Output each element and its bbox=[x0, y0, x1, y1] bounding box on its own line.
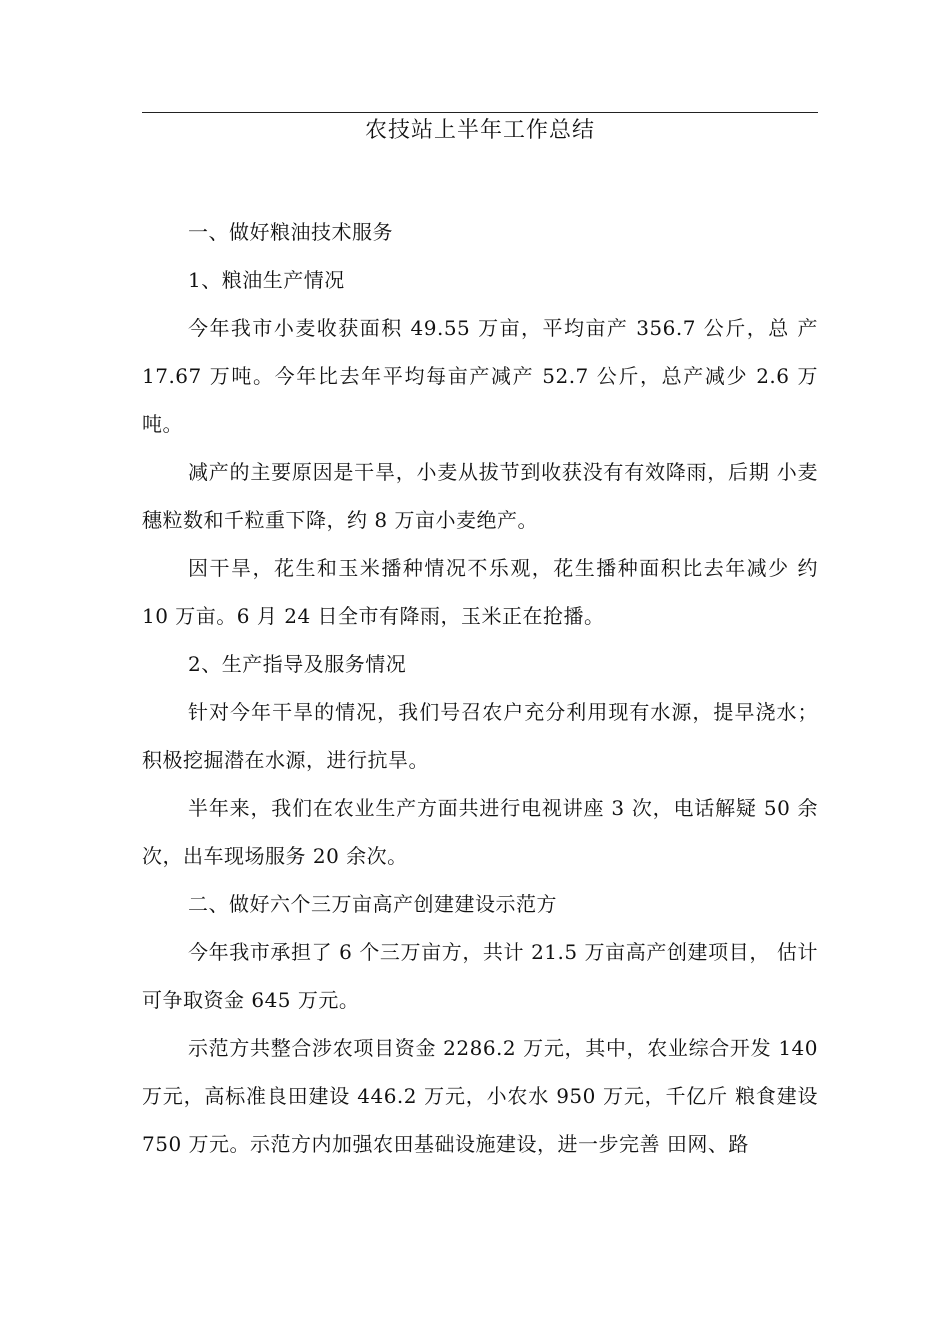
document-title: 农技站上半年工作总结 bbox=[364, 118, 595, 143]
subsection-heading-2: 2、生产指导及服务情况 bbox=[188, 652, 407, 676]
subsection-heading-1: 1、粮油生产情况 bbox=[188, 268, 345, 292]
paragraph-high-yield-project: 今年我市承担了 6 个三万亩方，共计 21.5 万亩高产创建项目， 估计可争取资金 645 万元。 bbox=[142, 940, 818, 1012]
paragraph-wheat-harvest: 今年我市小麦收获面积 49.55 万亩，平均亩产 356.7 公斤，总 产 17.67 万吨。今年比去年平均每亩产减产 52.7 公斤，总产减少 2.6 万吨。 bbox=[142, 316, 818, 436]
document-body bbox=[142, 208, 818, 1168]
paragraph-drought-response: 针对今年干旱的情况，我们号召农户充分利用现有水源，提早浇水；积极挖掘潜在水源，进行抗旱。 bbox=[142, 700, 818, 772]
paragraph-funding-integration: 示范方共整合涉农项目资金 2286.2 万元，其中，农业综合开发 140 万元，高标准良田建设 446.2 万元，小农水 950 万元，千亿斤 粮食建设 750 万元。示范方内加强农田基础设施建设，进一步完善 田网、路 bbox=[142, 1036, 818, 1156]
section-heading-1: 一、做好粮油技术服务 bbox=[188, 220, 393, 244]
paragraph-peanut-corn-sowing: 因干旱，花生和玉米播种情况不乐观，花生播种面积比去年减少 约 10 万亩。6 月 24 日全市有降雨，玉米正在抢播。 bbox=[142, 556, 818, 628]
section-heading-2: 二、做好六个三万亩高产创建建设示范方 bbox=[188, 892, 557, 916]
paragraph-services-summary: 半年来，我们在农业生产方面共进行电视讲座 3 次，电话解疑 50 余次，出车现场服务 20 余次。 bbox=[142, 796, 818, 868]
paragraph-yield-reduction-cause: 减产的主要原因是干旱，小麦从拔节到收获没有有效降雨，后期 小麦穗粒数和千粒重下降，约 8 万亩小麦绝产。 bbox=[142, 460, 818, 532]
header-rule bbox=[142, 112, 818, 113]
